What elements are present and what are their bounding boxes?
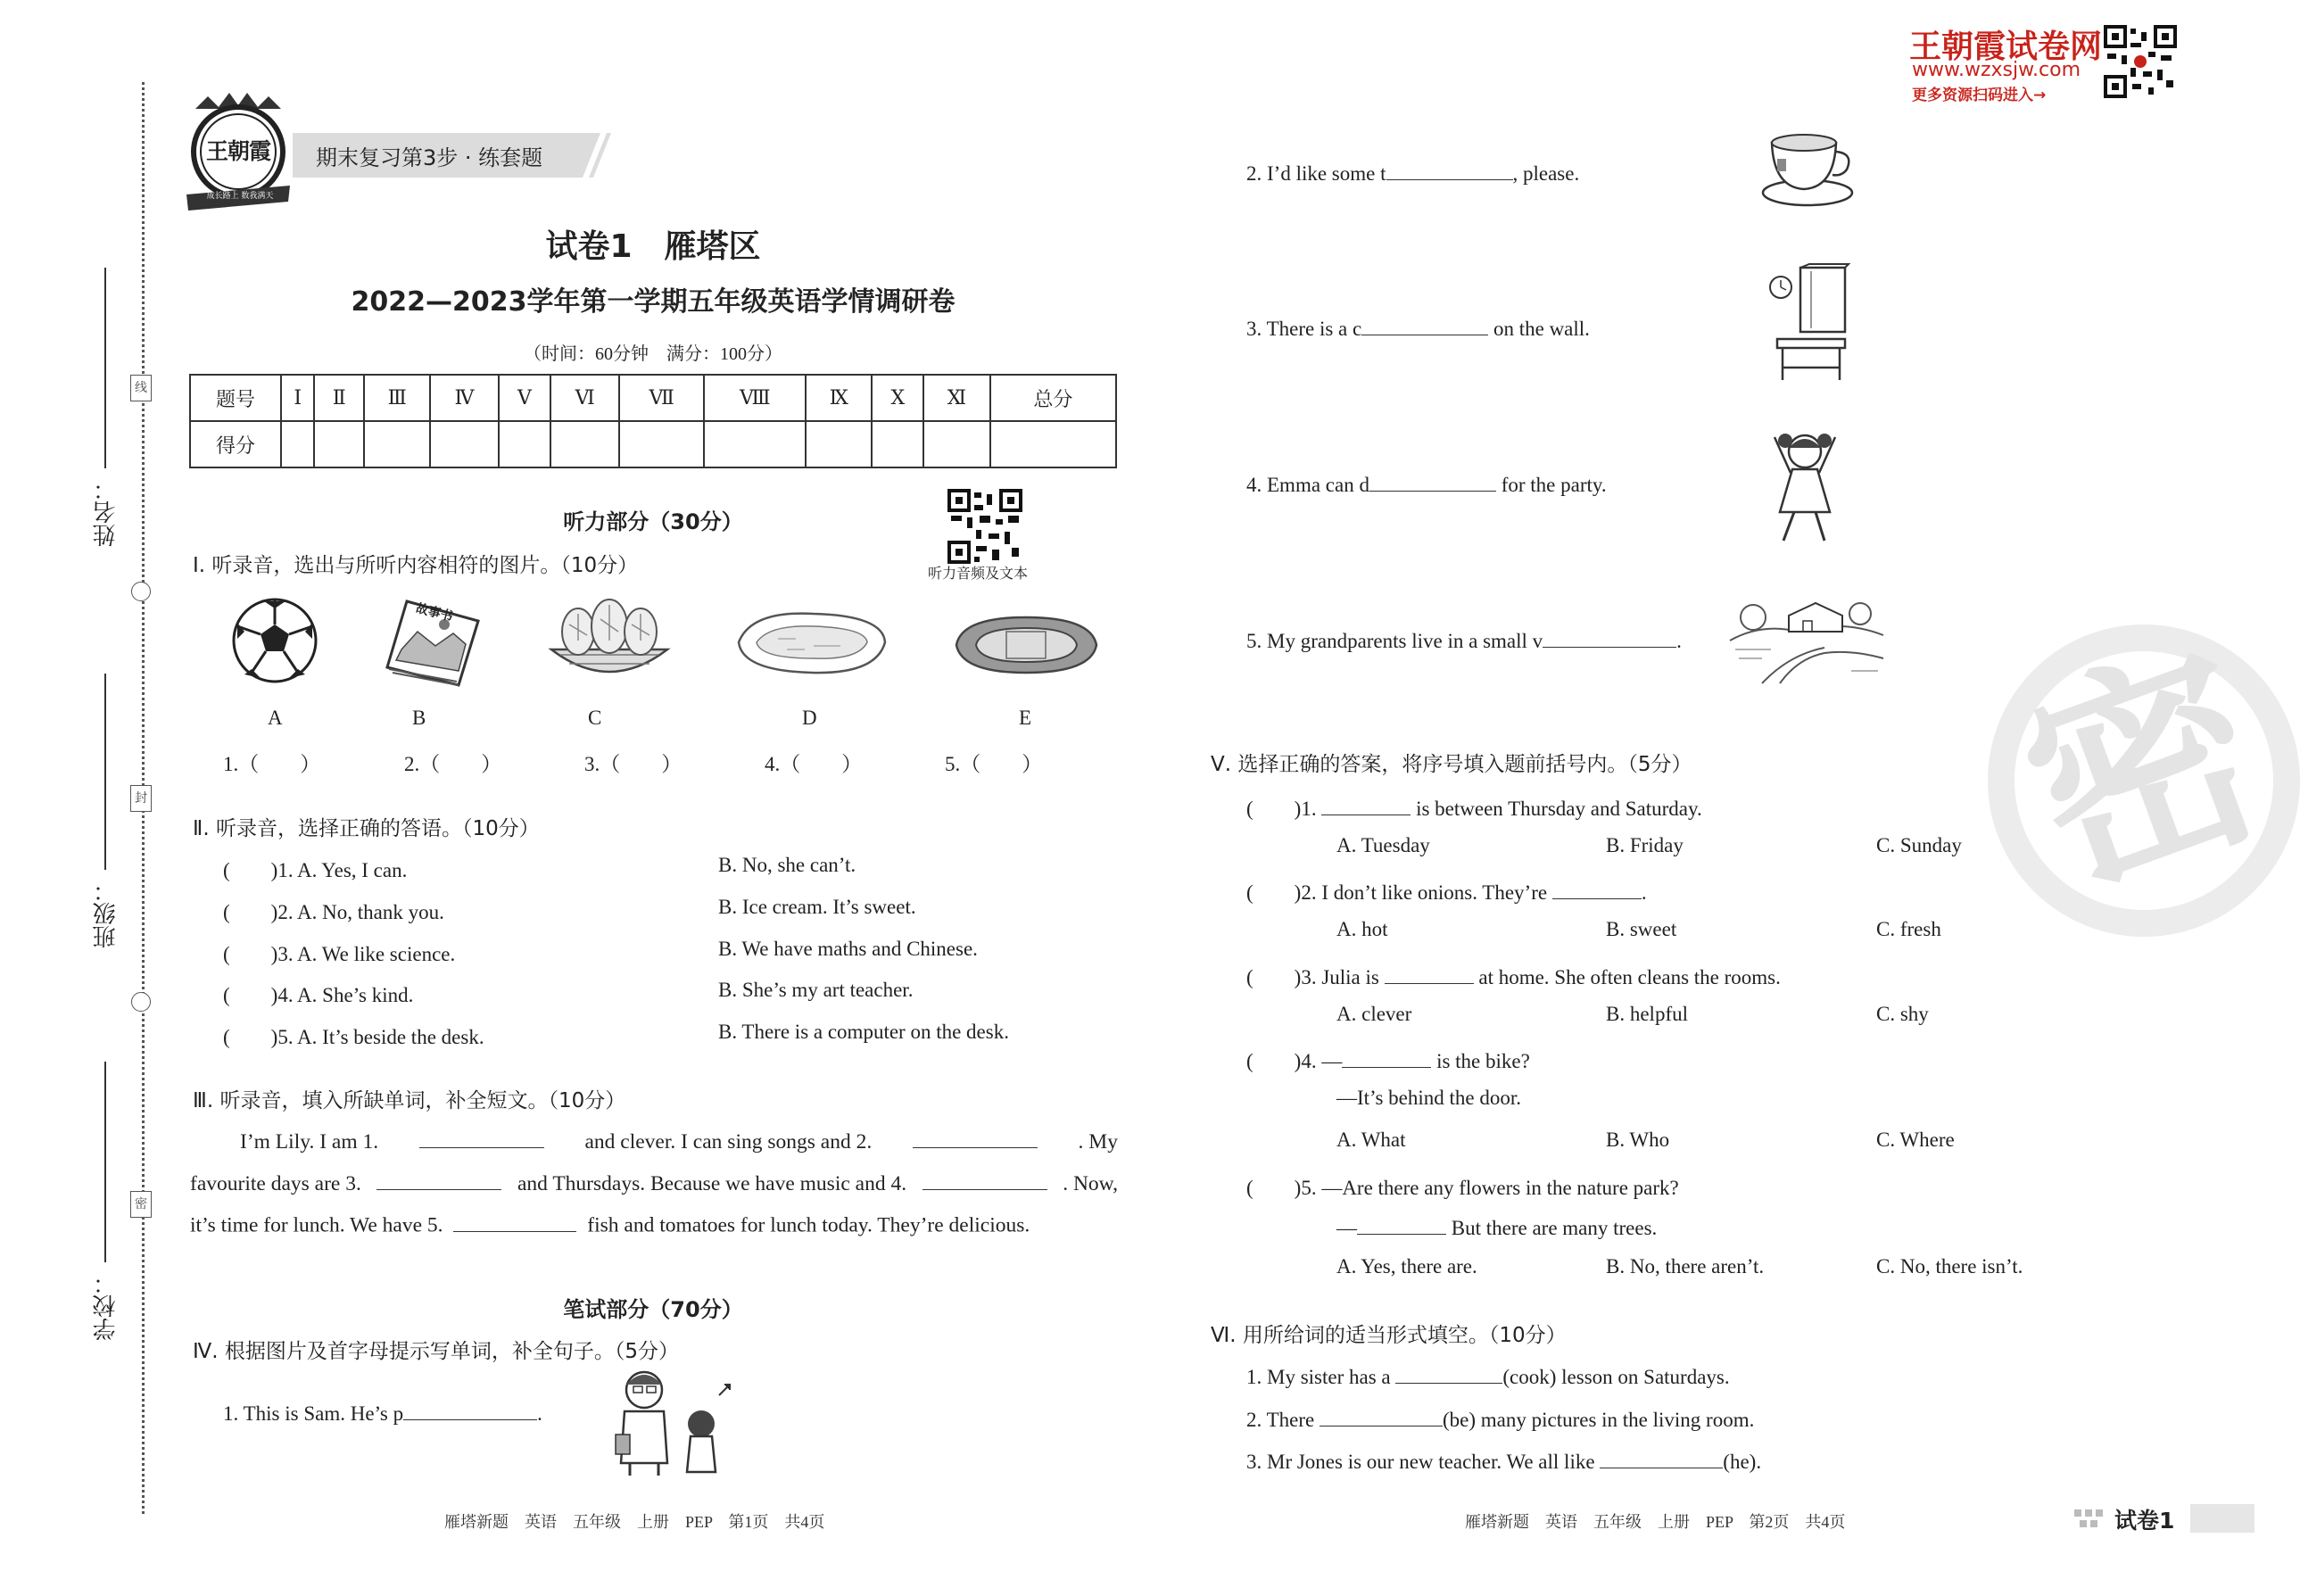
s4-item-5-text: 5. My grandparents live in a small v	[1246, 630, 1543, 652]
score-col-1: Ⅰ	[281, 375, 314, 421]
class-label: 班级：	[93, 879, 120, 948]
section-3-title: Ⅲ. 听录音，填入所缺单词，补全短文。（10分）	[193, 1089, 626, 1112]
s5-q2-option-b[interactable]: B. sweet	[1606, 918, 1677, 940]
s6-blank-3[interactable]	[1600, 1447, 1723, 1468]
s5-q2-prefix[interactable]: ( )2. I don’t like onions. They’re	[1246, 881, 1548, 904]
brand-title: 王朝霞试卷网	[1909, 29, 2103, 65]
picture-b-storybook	[382, 596, 484, 689]
s5-q5-option-a[interactable]: A. Yes, there are.	[1336, 1255, 1477, 1278]
score-table-row-label: 得分	[190, 421, 281, 467]
s5-q1-text: is between Thursday and Saturday.	[1416, 798, 1702, 820]
s5-q5-option-c[interactable]: C. No, there isn’t.	[1876, 1255, 2023, 1278]
picture-tea-cup	[1758, 125, 1857, 213]
s5-q1-option-c[interactable]: C. Sunday	[1876, 834, 1962, 856]
s4-item-5	[1246, 626, 1682, 653]
s5-q4-option-b[interactable]: B. Who	[1606, 1129, 1670, 1151]
s4-blank-2[interactable]	[1386, 159, 1513, 180]
passage-text: . Now,	[1063, 1171, 1118, 1195]
s4-item-4	[1246, 470, 1607, 497]
s5-q2-text: .	[1641, 881, 1647, 904]
seal-circle	[131, 582, 151, 601]
section-2-title: Ⅱ. 听录音，选择正确的答语。（10分）	[193, 817, 540, 840]
s5-q2-option-a[interactable]: A. hot	[1336, 918, 1388, 940]
s6-item-2-text: 2. There	[1246, 1409, 1315, 1431]
tag-dots-icon	[2074, 1506, 2110, 1531]
s5-q4-option-c[interactable]: C. Where	[1876, 1129, 1955, 1151]
s5-q4-blank[interactable]	[1342, 1046, 1431, 1068]
passage-line-1	[190, 1126, 1118, 1154]
picture-e-stadium	[953, 614, 1100, 680]
s4-blank-1[interactable]	[403, 1399, 537, 1420]
score-col-4: Ⅳ	[430, 375, 498, 421]
passage-blank-5[interactable]	[453, 1210, 576, 1232]
s5-q1-option-a[interactable]: A. Tuesday	[1336, 834, 1430, 856]
picture-a-football	[230, 596, 319, 689]
score-cell[interactable]	[550, 421, 619, 467]
s5-q2	[1246, 876, 1647, 906]
name-label: 姓名：	[93, 477, 120, 547]
page-title: 试卷1 雁塔区	[545, 228, 761, 265]
answer-slot-1[interactable]: 1.（ ）	[223, 753, 321, 775]
s4-item-5-end: .	[1676, 630, 1682, 652]
passage-blank-2[interactable]	[913, 1126, 1038, 1148]
s5-q5-option-b[interactable]: B. No, there aren’t.	[1606, 1255, 1765, 1278]
picture-c-vegetable-basket	[542, 596, 676, 693]
s4-blank-5[interactable]	[1543, 626, 1676, 648]
passage-blank-3[interactable]	[376, 1168, 501, 1190]
s5-q4-prefix[interactable]: ( )4. —	[1246, 1050, 1343, 1072]
tag-bar	[2190, 1504, 2254, 1533]
watermark-char: 密	[1994, 611, 2294, 932]
s6-item-3	[1246, 1447, 1761, 1474]
s5-q5-reply	[1336, 1213, 1657, 1240]
seal-char-mi: 密	[130, 1191, 152, 1218]
score-col-7: Ⅶ	[619, 375, 704, 421]
picture-d-lake	[733, 607, 889, 682]
s5-q5[interactable]: ( )5. —Are there any flowers in the nature park?	[1246, 1177, 1679, 1199]
logo-name: 王朝霞	[205, 138, 270, 164]
section-4-title: Ⅳ. 根据图片及首字母提示写单词，补全句子。（5分）	[193, 1340, 679, 1363]
score-col-2: Ⅱ	[314, 375, 364, 421]
class-field-line[interactable]	[104, 674, 106, 870]
picture-dancing-girl	[1762, 426, 1847, 550]
s4-item-2-text: 2. I’d like some t	[1246, 162, 1386, 185]
section-6-title: Ⅵ. 用所给词的适当形式填空。（10分）	[1211, 1324, 1567, 1347]
score-table-row-label: 题号	[190, 375, 281, 421]
s6-item-1	[1246, 1362, 1730, 1389]
score-table-score-row	[190, 421, 1116, 467]
option-letter-c: C	[588, 707, 602, 729]
s5-q5-reply-prefix: —	[1336, 1217, 1357, 1239]
s6-item-1-text: 1. My sister has a	[1246, 1366, 1391, 1388]
s6-item-3-text: 3. Mr Jones is our new teacher. We all like	[1246, 1451, 1595, 1473]
logo-slogan: 成长路上 数我满天	[206, 192, 274, 201]
publisher-logo	[183, 89, 294, 214]
s5-q2-blank[interactable]	[1552, 878, 1642, 899]
s5-q1-blank[interactable]	[1321, 794, 1411, 815]
answer-slot-5[interactable]: 5.（ ）	[945, 753, 1043, 775]
score-cell[interactable]	[806, 421, 872, 467]
score-col-6: Ⅵ	[550, 375, 619, 421]
writing-heading: 笔试部分（70分）	[563, 1297, 743, 1322]
s5-q1	[1246, 792, 1702, 822]
score-table-header-row	[190, 375, 1116, 421]
s5-q5-reply-text: But there are many trees.	[1451, 1217, 1658, 1239]
score-cell[interactable]	[281, 421, 314, 467]
option-letter-d: D	[802, 707, 817, 729]
s5-q3-option-a[interactable]: A. clever	[1336, 1003, 1412, 1025]
s5-q1-option-b[interactable]: B. Friday	[1606, 834, 1684, 856]
passage-text: and Thursdays. Because we have music and 4.	[517, 1171, 907, 1195]
score-cell[interactable]	[704, 421, 806, 467]
score-col-total: 总分	[990, 375, 1116, 421]
s2-q4-option-a[interactable]: ( )4. A. She’s kind.	[223, 984, 414, 1006]
score-cell[interactable]	[364, 421, 430, 467]
s4-item-1-end: .	[537, 1402, 542, 1425]
score-col-3: Ⅲ	[364, 375, 430, 421]
s2-q1-option-a[interactable]: ( )1. A. Yes, I can.	[223, 859, 408, 881]
s4-item-3-end: on the wall.	[1493, 318, 1590, 340]
score-cell[interactable]	[990, 421, 1116, 467]
s6-blank-2[interactable]	[1320, 1405, 1443, 1426]
score-cell[interactable]	[499, 421, 551, 467]
passage-text: and clever. I can sing songs and 2.	[584, 1129, 873, 1154]
s4-item-1	[223, 1399, 542, 1426]
passage-blank-4[interactable]	[922, 1168, 1047, 1190]
s5-q4-reply: —It’s behind the door.	[1336, 1087, 1521, 1109]
s2-q2-option-b[interactable]: B. Ice cream. It’s sweet.	[718, 896, 916, 918]
passage-text: . My	[1078, 1129, 1118, 1154]
score-cell[interactable]	[619, 421, 704, 467]
s5-q3	[1246, 961, 1781, 990]
brand-cta: 更多资源扫码进入→	[1912, 87, 2047, 104]
answer-slot-3[interactable]: 3.（ ）	[584, 753, 683, 775]
paper-tag: 试卷1	[2114, 1508, 2175, 1534]
score-col-11: Ⅺ	[923, 375, 989, 421]
listening-qr-caption: 听力音频及文本	[928, 565, 1029, 582]
seal-char-feng: 封	[130, 785, 152, 812]
score-col-10: Ⅹ	[872, 375, 923, 421]
s4-item-3	[1246, 314, 1590, 341]
s4-item-4-end: for the party.	[1501, 474, 1607, 496]
school-field-line[interactable]	[104, 1062, 106, 1262]
listening-heading: 听力部分（30分）	[563, 509, 743, 534]
page-subtitle: 2022—2023学年第一学期五年级英语学情调研卷	[351, 286, 956, 318]
s4-item-4-text: 4. Emma can d	[1246, 474, 1369, 496]
s5-q3-option-b[interactable]: B. helpful	[1606, 1003, 1688, 1025]
seal-char-xian: 线	[130, 375, 152, 401]
answer-slot-2[interactable]: 2.（ ）	[404, 753, 502, 775]
confidential-watermark	[1988, 611, 2300, 937]
s5-q3-blank[interactable]	[1385, 963, 1474, 984]
s5-q3-prefix[interactable]: ( )3. Julia is	[1246, 966, 1379, 988]
s2-q3-option-b[interactable]: B. We have maths and Chinese.	[718, 938, 978, 960]
score-cell[interactable]	[430, 421, 498, 467]
passage-text: favourite days are 3.	[190, 1171, 361, 1195]
section-5-title: Ⅴ. 选择正确的答案，将序号填入题前括号内。（5分）	[1211, 753, 1692, 776]
s6-blank-1[interactable]	[1395, 1362, 1502, 1384]
option-letter-a: A	[268, 707, 283, 729]
s5-q3-option-c[interactable]: C. shy	[1876, 1003, 1929, 1025]
step-banner-text: 期末复习第3步 · 练套题	[316, 145, 543, 170]
s5-q4	[1246, 1045, 1530, 1074]
passage-text: I’m Lily. I am 1.	[240, 1129, 379, 1154]
passage-line-2	[190, 1168, 1118, 1196]
brand-qr-code[interactable]	[2104, 25, 2177, 102]
option-letter-b: B	[412, 707, 426, 729]
passage-text: fish and tomatoes for lunch today. They’re delicious.	[587, 1213, 1030, 1237]
brand-url[interactable]: www.wzxsjw.com	[1912, 59, 2081, 81]
passage-text: it’s time for lunch. We have 5.	[190, 1213, 443, 1237]
picture-village	[1726, 596, 1887, 689]
footer-right: 雁塔新题 英语 五年级 上册 PEP 第2页 共4页	[1465, 1513, 1846, 1531]
s2-q4-option-b[interactable]: B. She’s my art teacher.	[718, 979, 914, 1001]
s5-q2-option-c[interactable]: C. fresh	[1876, 918, 1941, 940]
s5-q1-prefix[interactable]: ( )1.	[1246, 798, 1317, 820]
footer-left: 雁塔新题 英语 五年级 上册 PEP 第1页 共4页	[444, 1513, 825, 1531]
passage-line-3	[190, 1210, 1030, 1238]
listening-qr-code[interactable]	[947, 489, 1022, 567]
score-cell[interactable]	[872, 421, 923, 467]
section-1-title: Ⅰ. 听录音，选出与所听内容相符的图片。（10分）	[193, 554, 639, 577]
s2-q5-option-b[interactable]: B. There is a computer on the desk.	[718, 1021, 1009, 1043]
score-col-5: Ⅴ	[499, 375, 551, 421]
s6-item-1-end: (cook) lesson on Saturdays.	[1502, 1366, 1730, 1388]
s4-item-2	[1246, 159, 1579, 186]
step-banner	[293, 129, 623, 181]
score-cell[interactable]	[923, 421, 989, 467]
seal-circle	[131, 992, 151, 1012]
picture-polite-boy	[598, 1365, 740, 1480]
exam-info: （时间：60分钟 满分：100分）	[524, 344, 782, 364]
s5-q3-text: at home. She often cleans the rooms.	[1478, 966, 1781, 988]
s2-q1-option-b[interactable]: B. No, she can’t.	[718, 854, 856, 876]
school-label: 学校：	[93, 1271, 120, 1341]
s6-item-2-end: (be) many pictures in the living room.	[1442, 1409, 1755, 1431]
s5-q5-blank[interactable]	[1357, 1213, 1446, 1235]
s4-item-2-end: , please.	[1512, 162, 1580, 185]
s4-blank-4[interactable]	[1369, 470, 1496, 492]
s4-item-3-text: 3. There is a c	[1246, 318, 1362, 340]
s6-item-2	[1246, 1405, 1754, 1432]
score-table	[189, 374, 1117, 468]
s2-q2-option-a[interactable]: ( )2. A. No, thank you.	[223, 901, 444, 923]
name-field-line[interactable]	[104, 268, 106, 468]
answer-slot-4[interactable]: 4.（ ）	[765, 753, 863, 775]
passage-blank-1[interactable]	[419, 1126, 544, 1148]
score-col-9: Ⅸ	[806, 375, 872, 421]
s5-q4-text: is the bike?	[1436, 1050, 1530, 1072]
s4-blank-3[interactable]	[1361, 314, 1488, 335]
score-col-8: Ⅷ	[704, 375, 806, 421]
score-cell[interactable]	[314, 421, 364, 467]
s6-item-3-end: (he).	[1723, 1451, 1762, 1473]
s5-q4-option-a[interactable]: A. What	[1336, 1129, 1406, 1151]
s2-q5-option-a[interactable]: ( )5. A. It’s beside the desk.	[223, 1026, 484, 1048]
s2-q3-option-a[interactable]: ( )3. A. We like science.	[223, 943, 456, 965]
picture-clock-on-wall	[1766, 260, 1851, 389]
s4-item-1-text: 1. This is Sam. He’s p	[223, 1402, 404, 1425]
storybook-label: 故事书	[414, 601, 455, 624]
option-letter-e: E	[1019, 707, 1032, 729]
